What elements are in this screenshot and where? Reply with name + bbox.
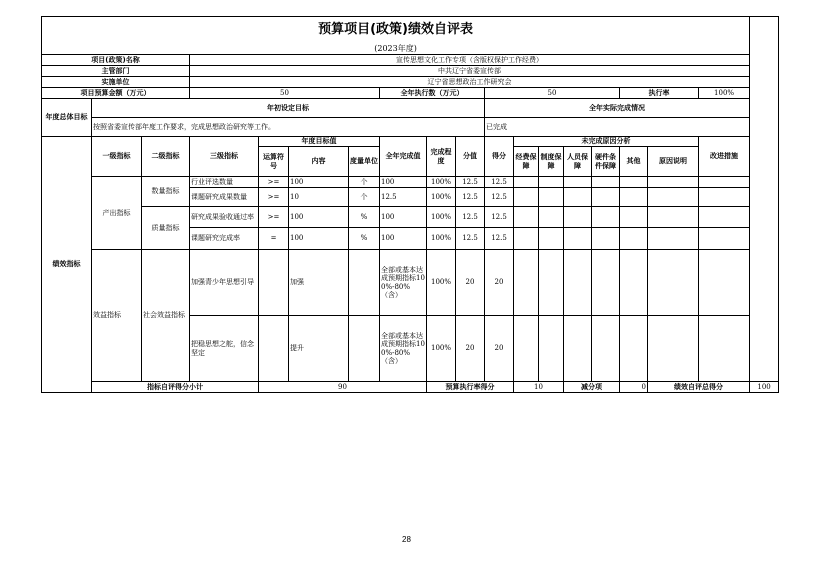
row-got: 20 [485,316,514,382]
row-full: 100 [380,177,427,188]
reason-hardware-header: 硬件条件保障 [592,147,620,177]
qty-group: 数量指标 [142,177,190,207]
row-op: >= [259,177,289,188]
output-group: 产出指标 [92,177,142,250]
row-full: 100 [380,228,427,250]
dept-value: 中共辽宁省委宣传部 [190,66,750,77]
reason-system-header: 制度保障 [539,147,564,177]
improve-header: 改进措施 [699,137,750,177]
subtotal-value: 90 [259,382,427,393]
got-header: 得分 [485,137,514,177]
row-op [259,316,289,382]
reason-other-header: 其他 [620,147,648,177]
row-score: 12.5 [456,177,485,188]
exec-value: 50 [485,88,620,99]
lvl1-header: 一级指标 [92,137,142,177]
total-label: 绩效自评总得分 [648,382,750,393]
reasons-header: 未完成原因分析 [514,137,699,147]
row-score: 12.5 [456,228,485,250]
perf-label: 绩效指标 [42,137,92,393]
unit-label: 实施单位 [42,77,190,88]
page-number: 28 [402,535,411,544]
row-content: 100 [289,207,349,228]
row-unit [349,316,380,382]
row-content: 提升 [289,316,349,382]
row-l3: 研究成果验收通过率 [190,207,259,228]
goals-set-label: 年初设定目标 [92,99,485,118]
row-l3: 行业评选数量 [190,177,259,188]
row-full: 100 [380,207,427,228]
deduct-label: 减分项 [564,382,620,393]
row-unit [349,250,380,316]
goals-done-label: 全年实际完成情况 [485,99,750,118]
score-header: 分值 [456,137,485,177]
deduct-value: 0 [620,382,648,393]
row-full: 12.5 [380,188,427,207]
goals-done-text: 已完成 [485,118,750,137]
reason-staff-header: 人员保障 [564,147,592,177]
row-unit: 个 [349,188,380,207]
row-got: 12.5 [485,188,514,207]
unit-header: 度量单位 [349,147,380,177]
row-score: 12.5 [456,207,485,228]
content-header: 内容 [289,147,349,177]
form-title: 预算项目(政策)绩效自评表 [42,17,750,44]
benefit-group: 效益指标 [92,250,142,382]
row-l3: 课题研究完成率 [190,228,259,250]
row-unit: % [349,228,380,250]
row-full: 全部或基本达成预期指标100%-80%（含） [380,250,427,316]
reason-funds-header: 经费保障 [514,147,539,177]
project-name-label: 项目(政策)名称 [42,55,190,66]
rate-label: 执行率 [620,88,699,99]
row-got: 12.5 [485,228,514,250]
budget-score-label: 预算执行率得分 [427,382,514,393]
row-op: >= [259,188,289,207]
row-op [259,250,289,316]
row-unit: % [349,207,380,228]
row-l3: 课题研究成果数量 [190,188,259,207]
row-degree: 100% [427,250,456,316]
row-content: 加强 [289,250,349,316]
row-score: 20 [456,250,485,316]
exec-label: 全年执行数（万元） [380,88,485,99]
budget-score-value: 10 [514,382,564,393]
subtotal-label: 指标自评得分小计 [92,382,259,393]
row-got: 20 [485,250,514,316]
total-value: 100 [750,382,779,393]
dept-label: 主管部门 [42,66,190,77]
evaluation-table [41,16,779,393]
row-degree: 100% [427,316,456,382]
row-l3: 把稳思想之舵，信念坚定 [190,316,259,382]
row-degree: 100% [427,177,456,188]
row-degree: 100% [427,228,456,250]
row-score: 12.5 [456,188,485,207]
social-group: 社会效益指标 [142,250,190,382]
qual-group: 质量指标 [142,207,190,250]
row-degree: 100% [427,207,456,228]
op-header: 运算符号 [259,147,289,177]
reason-note-header: 原因说明 [648,147,699,177]
lvl3-header: 三级指标 [190,137,259,177]
row-full: 全部或基本达成预期指标100%-80%（含） [380,316,427,382]
target-header: 年度目标值 [259,137,380,147]
row-l3: 加强青少年思想引导 [190,250,259,316]
row-got: 12.5 [485,177,514,188]
goals-set-text: 按照省委宣传部年度工作要求，完成思想政治研究等工作。 [92,118,485,137]
row-got: 12.5 [485,207,514,228]
goals-label: 年度总体目标 [42,99,92,137]
row-content: 100 [289,228,349,250]
row-op: = [259,228,289,250]
form-year: (2023年度) [42,43,750,55]
row-score: 20 [456,316,485,382]
row-unit: 个 [349,177,380,188]
full-header: 全年完成值 [380,137,427,177]
budget-label: 项目预算金额（万元） [42,88,190,99]
project-name-value: 宣传思想文化工作专项（含版权保护工作经费） [190,55,750,66]
budget-value: 50 [190,88,380,99]
lvl2-header: 二级指标 [142,137,190,177]
row-content: 10 [289,188,349,207]
row-content: 100 [289,177,349,188]
row-degree: 100% [427,188,456,207]
rate-value: 100% [699,88,750,99]
unit-value: 辽宁省思想政治工作研究会 [190,77,750,88]
degree-header: 完成程度 [427,137,456,177]
row-op: >= [259,207,289,228]
